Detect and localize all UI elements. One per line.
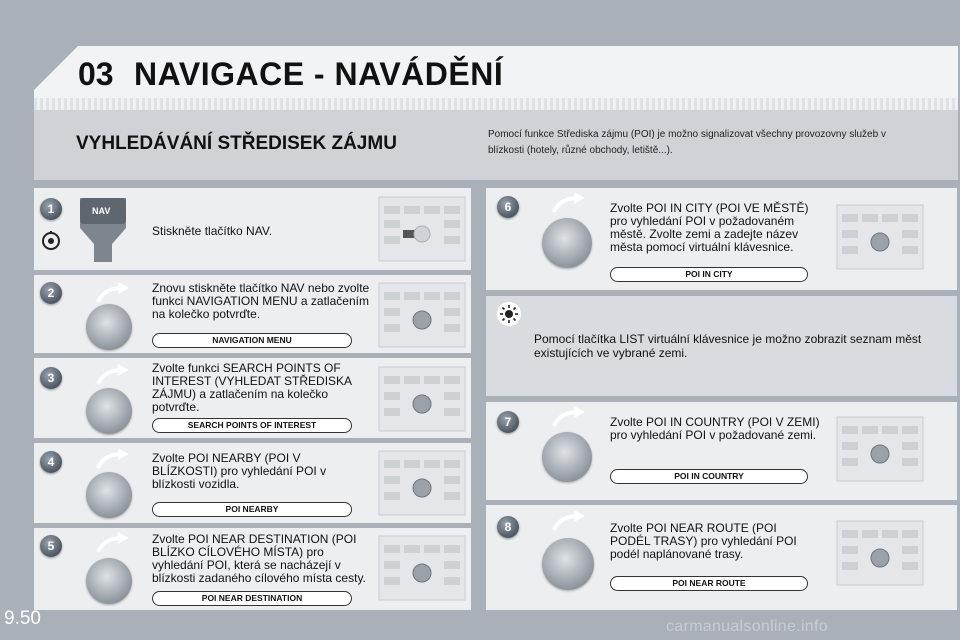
- knob-illustration-2: [82, 282, 142, 350]
- rotate-arrow-icon: [96, 364, 130, 391]
- section-title: VYHLEDÁVÁNÍ STŘEDISEK ZÁJMU: [76, 133, 397, 154]
- step-badge-4: 4: [40, 451, 62, 473]
- step-text-5: Zvolte POI NEAR DESTINATION (POI BLÍZKO CÍLOVÉHO MÍSTA) pro vyhledání POI, která se nacházejí v blízkosti zadaného cílového místa cesty.: [152, 532, 366, 585]
- knob-illustration-8: [538, 510, 598, 594]
- step-text-2: Znovu stiskněte tlačítko NAV nebo zvolte funkci NAVIGATION MENU a zatlačením na kolečko potvrďte.: [152, 281, 370, 321]
- step-badge-1: 1: [40, 198, 62, 220]
- header-corner: [34, 46, 78, 90]
- band-stripes: [34, 98, 958, 110]
- step-text-7: Zvolte POI IN COUNTRY (POI V ZEMI) pro vyhledání POI v požadované zemi.: [610, 415, 820, 442]
- knob-illustration-7: [538, 406, 598, 486]
- section-intro: Pomocí funkce Střediska zájmu (POI) je možno signalizovat všechny provozovny služeb v blízkosti (hotely, různé obchody, letiště...).: [488, 129, 886, 156]
- page-number: 9.50: [4, 608, 41, 629]
- nav-button-label: NAV: [92, 206, 111, 216]
- step-badge-8: 8: [497, 516, 519, 538]
- radio-panel-illustration-6: [836, 204, 924, 270]
- step-badge-5: 5: [40, 535, 62, 557]
- rotary-knob: [542, 432, 592, 482]
- eye-icon: [40, 230, 62, 252]
- rotate-arrow-icon: [96, 532, 130, 559]
- step-text-8: Zvolte POI NEAR ROUTE (POI PODÉL TRASY) pro vyhledání POI podél naplánované trasy.: [610, 521, 797, 561]
- rotate-arrow-icon: [96, 448, 130, 475]
- radio-panel-illustration-5: [378, 535, 466, 601]
- step-badge-2: 2: [40, 282, 62, 304]
- radio-panel-illustration-7: [836, 416, 924, 482]
- knob-illustration-4: [82, 448, 142, 520]
- rotary-knob: [542, 538, 594, 590]
- knob-illustration-3: [82, 364, 142, 436]
- label-poi-near-destination: POI NEAR DESTINATION: [152, 591, 352, 606]
- knob-illustration-6: [538, 192, 598, 272]
- rotate-arrow-icon: [552, 406, 586, 433]
- radio-panel-illustration-8: [836, 520, 924, 586]
- rotary-knob: [86, 388, 132, 434]
- radio-panel-illustration-3: [378, 366, 466, 432]
- watermark: carmanualsonline.info: [666, 618, 828, 635]
- label-search-poi: SEARCH POINTS OF INTEREST: [152, 418, 352, 433]
- radio-panel-illustration-2: [378, 282, 466, 348]
- rotary-knob: [542, 218, 592, 268]
- radio-panel-illustration-4: [378, 450, 466, 516]
- step-text-4: Zvolte POI NEARBY (POI V BLÍZKOSTI) pro vyhledání POI v blízkosti vozidla.: [152, 451, 327, 491]
- page-title: NAVIGACE - NAVÁDĚNÍ: [134, 56, 504, 92]
- label-poi-nearby: POI NEARBY: [152, 502, 352, 517]
- rotate-arrow-icon: [552, 510, 586, 537]
- radio-panel-illustration-1: [378, 196, 466, 262]
- nav-button-image: [78, 198, 128, 262]
- chapter-number: 03: [78, 56, 114, 92]
- rotary-knob: [86, 558, 132, 604]
- label-poi-in-country: POI IN COUNTRY: [610, 469, 808, 484]
- step-badge-6: 6: [497, 196, 519, 218]
- rotate-arrow-icon: [552, 192, 586, 219]
- step-text-3: Zvolte funkci SEARCH POINTS OF INTEREST (VYHLEDAT STŘEDISKA ZÁJMU) a zatlačením na kolečko potvrďte.: [152, 361, 352, 414]
- step-badge-7: 7: [497, 411, 519, 433]
- tip-text: Pomocí tlačítka LIST virtuální klávesnice je možno zobrazit seznam měst existujících ve vybrané zemi.: [534, 332, 922, 360]
- step-badge-3: 3: [40, 367, 62, 389]
- step-text-1: Stiskněte tlačítko NAV.: [152, 224, 273, 238]
- knob-illustration-5: [82, 532, 142, 606]
- step-text-6: Zvolte POI IN CITY (POI VE MĚSTĚ) pro vyhledání POI v požadovaném městě. Zvolte zemi a zadejte název města pomocí virtuální klávesnice.: [610, 201, 809, 254]
- rotary-knob: [86, 304, 132, 350]
- lightbulb-icon: [497, 302, 521, 326]
- label-poi-in-city: POI IN CITY: [610, 267, 808, 282]
- label-poi-near-route: POI NEAR ROUTE: [610, 576, 808, 591]
- label-navigation-menu: NAVIGATION MENU: [152, 333, 352, 348]
- rotary-knob: [86, 472, 132, 518]
